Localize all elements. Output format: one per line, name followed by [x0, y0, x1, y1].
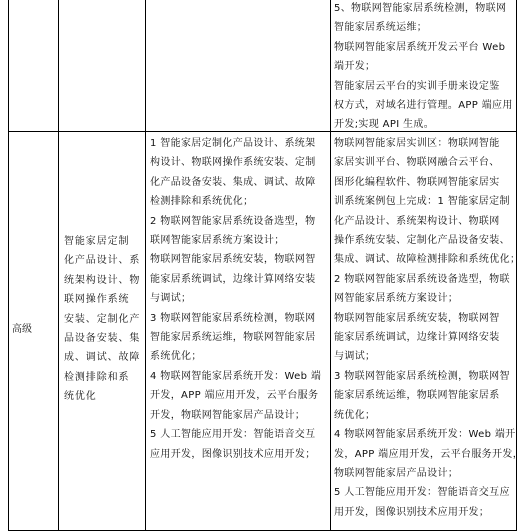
text-line: 操作系统安装、定制化产品设备安装、: [334, 235, 510, 247]
text-line: 1 智能家居定制化产品设计、系统架: [150, 138, 316, 149]
text-line: 物联网智能家居系统安装，物联网智: [334, 312, 500, 324]
text-line: 网智能家居系统方案设计；: [334, 293, 459, 305]
text-line: 物联网智能家居产品设计；: [334, 467, 459, 479]
skills-cell: [64, 232, 140, 407]
text-line: 智能家居定制: [64, 236, 130, 247]
text-line: 端开发；: [334, 61, 376, 73]
text-line: 检测排除和系统优化；: [150, 196, 254, 208]
text-line: 物联网智能家居系统开发云平台 Web: [334, 41, 506, 53]
text-line: 家居实训平台、物联网融合云平台、: [334, 157, 500, 169]
text-line: 化产品设计、系统架构设计、物联网: [334, 215, 500, 227]
text-line: 与调试；: [334, 351, 376, 363]
text-line: 能家居系统调试，边缘计算网络安装: [150, 273, 316, 285]
text-line: 成、调试、故障: [64, 352, 141, 364]
text-line: 4 物联网智能家居系统开发：Web 端: [150, 370, 322, 382]
text-line: 5 人工智能应用开发：智能语音交互: [150, 429, 316, 441]
text-line: 2 物联网智能家居系统设备选型，物: [150, 215, 316, 227]
text-line: 用开发，图像识别技术应用开发；: [334, 506, 490, 518]
text-line: 开发;实现 API 生成。: [334, 119, 435, 131]
table-left-border: [8, 0, 9, 531]
text-line: 化产品设计、系: [64, 255, 141, 267]
level-cell: 高级: [12, 324, 32, 335]
top-requirements-cell: [334, 0, 513, 135]
text-line: 开发，物联网智能家居产品设计；: [150, 409, 306, 421]
text-line: 应用开发，图像识别技术应用开发；: [150, 448, 316, 460]
text-line: 与调试；: [150, 293, 192, 305]
text-line: 3 物联网智能家居系统检测，物联网智: [334, 370, 510, 382]
text-line: 品设备安装、集: [64, 333, 141, 345]
column-divider-2: [145, 0, 146, 531]
text-line: 3 物联网智能家居系统检测，物联网: [150, 312, 316, 324]
text-line: 统优化: [64, 391, 97, 403]
content-cell: [150, 134, 321, 464]
text-line: 智能家居系统运维，物联网智能家居: [150, 332, 316, 344]
text-line: 安装、定制化产: [64, 313, 141, 325]
column-divider-3: [330, 0, 331, 531]
column-divider-1: [58, 0, 59, 531]
text-line: 训系统案例包上完成：1 智能家居定制: [334, 196, 510, 208]
text-line: 发，APP 端应用开发，云平台服务开发，: [334, 448, 524, 460]
text-line: 检测排除和系: [64, 371, 130, 383]
text-line: 2 物联网智能家居系统设备选型，物联: [334, 273, 510, 285]
text-line: 开发，APP 端应用开发，云平台服务: [150, 390, 319, 402]
requirements-cell: [334, 134, 523, 522]
text-line: 5、物联网智能家居系统检测，物联网: [334, 3, 507, 14]
text-line: 系统优化；: [150, 351, 202, 363]
text-line: 图形化编程软件、物联网智能家居实: [334, 176, 500, 188]
text-line: 智能家居云平台的实训手册来设定鉴: [334, 80, 500, 92]
text-line: 能家居系统调试，边缘计算网络安装: [334, 332, 500, 344]
text-line: 能家居系统运维，物联网智能家居系: [334, 390, 500, 402]
text-line: 智能家居系统运维；: [334, 22, 428, 34]
text-line: 统优化；: [334, 409, 376, 421]
text-line: 统架构设计、物: [64, 274, 141, 286]
text-line: 构设计、物联网操作系统安装、定制: [150, 157, 316, 169]
text-line: 权方式，对域名进行管理。APP 端应用: [334, 100, 513, 112]
text-line: 物联网智能家居系统安装，物联网智: [150, 254, 316, 266]
text-line: 5 人工智能应用开发：智能语音交互应: [334, 487, 510, 499]
table-bottom-border: [8, 530, 517, 531]
text-line: 联网智能家居系统方案设计；: [150, 235, 285, 247]
text-line: 物联网智能家居实训区：物联网智能: [334, 138, 500, 149]
text-line: 联网操作系统: [64, 294, 130, 306]
text-line: 集成、调试、故障检测排除和系统优化；: [334, 254, 521, 266]
text-line: 化产品设备安装、集成、调试、故障: [150, 176, 316, 188]
text-line: 4 物联网智能家居系统开发：Web 端开: [334, 429, 516, 441]
